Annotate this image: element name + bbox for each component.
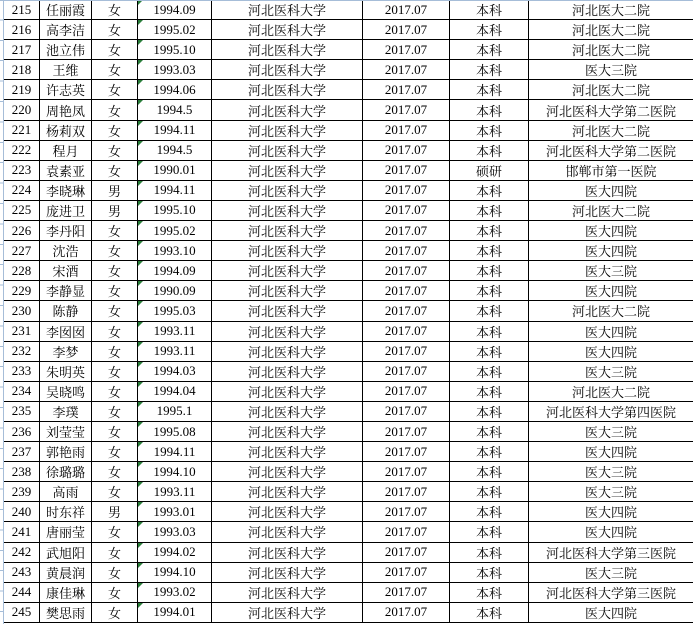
cell-birth-date[interactable]: 1993.03 [138, 522, 212, 542]
cell-hospital[interactable]: 河北医科大学第三医院 [529, 542, 693, 562]
cell-graduation-date[interactable]: 2017.07 [363, 401, 450, 421]
cell-university[interactable]: 河北医科大学 [212, 221, 363, 241]
cell-birth-date[interactable]: 1995.10 [138, 40, 212, 60]
cell-row-number[interactable]: 223 [4, 160, 40, 180]
cell-person-name[interactable]: 李晓琳 [40, 180, 92, 200]
cell-person-name[interactable]: 袁素亚 [40, 160, 92, 180]
cell-person-name[interactable]: 唐丽莹 [40, 522, 92, 542]
cell-row-number[interactable]: 244 [4, 582, 40, 602]
cell-person-name[interactable]: 李梦 [40, 341, 92, 361]
cell-hospital[interactable]: 医大三院 [529, 361, 693, 381]
table-row [4, 60, 693, 80]
cell-row-number[interactable]: 245 [4, 602, 40, 622]
cell-gender[interactable]: 女 [92, 582, 138, 602]
cell-education-level[interactable]: 本科 [450, 401, 529, 421]
cell-hospital[interactable]: 医大三院 [529, 462, 693, 482]
cell-graduation-date[interactable]: 2017.07 [363, 140, 450, 160]
cell-education-level[interactable]: 本科 [450, 482, 529, 502]
cell-gender[interactable]: 女 [92, 602, 138, 622]
table-row [4, 281, 693, 301]
cell-birth-date[interactable]: 1994.04 [138, 381, 212, 401]
cell-person-name[interactable]: 武旭阳 [40, 542, 92, 562]
cell-university[interactable]: 河北医科大学 [212, 241, 363, 261]
table-row [4, 602, 693, 622]
cell-graduation-date[interactable]: 2017.07 [363, 120, 450, 140]
cell-gender[interactable]: 女 [92, 221, 138, 241]
cell-person-name[interactable]: 康佳琳 [40, 582, 92, 602]
table-row [4, 341, 693, 361]
cell-graduation-date[interactable]: 2017.07 [363, 261, 450, 281]
cell-person-name[interactable]: 时东祥 [40, 502, 92, 522]
cell-hospital[interactable]: 河北医大二院 [529, 381, 693, 401]
cell-row-number[interactable]: 236 [4, 421, 40, 441]
cell-graduation-date[interactable]: 2017.07 [363, 301, 450, 321]
cell-graduation-date[interactable]: 2017.07 [363, 361, 450, 381]
table-row [4, 261, 693, 281]
cell-hospital[interactable]: 河北医大二院 [529, 40, 693, 60]
cell-graduation-date[interactable]: 2017.07 [363, 221, 450, 241]
cell-row-number[interactable]: 239 [4, 482, 40, 502]
cell-hospital[interactable]: 河北医科大学第四医院 [529, 401, 693, 421]
cell-gender[interactable]: 女 [92, 341, 138, 361]
table-row [4, 361, 693, 381]
cell-row-number[interactable]: 215 [4, 0, 40, 20]
cell-hospital[interactable]: 邯郸市第一医院 [529, 160, 693, 180]
cell-row-number[interactable]: 218 [4, 60, 40, 80]
cell-university[interactable]: 河北医科大学 [212, 442, 363, 462]
cell-education-level[interactable]: 本科 [450, 80, 529, 100]
table-row [4, 562, 693, 582]
cell-birth-date[interactable]: 1995.08 [138, 421, 212, 441]
cell-graduation-date[interactable]: 2017.07 [363, 502, 450, 522]
cell-gender[interactable]: 女 [92, 120, 138, 140]
cell-education-level[interactable]: 本科 [450, 241, 529, 261]
cell-gender[interactable]: 女 [92, 321, 138, 341]
cell-gender[interactable]: 女 [92, 562, 138, 582]
cell-row-number[interactable]: 222 [4, 140, 40, 160]
cell-gender[interactable]: 女 [92, 522, 138, 542]
cell-row-number[interactable]: 232 [4, 341, 40, 361]
cell-row-number[interactable]: 228 [4, 261, 40, 281]
cell-birth-date[interactable]: 1995.10 [138, 200, 212, 220]
cell-birth-date[interactable]: 1990.01 [138, 160, 212, 180]
cell-row-number[interactable]: 224 [4, 180, 40, 200]
cell-graduation-date[interactable]: 2017.07 [363, 602, 450, 622]
table-row [4, 100, 693, 120]
cell-birth-date[interactable]: 1994.09 [138, 0, 212, 20]
cell-row-number[interactable]: 226 [4, 221, 40, 241]
cell-birth-date[interactable]: 1993.11 [138, 341, 212, 361]
cell-university[interactable]: 河北医科大学 [212, 321, 363, 341]
cell-birth-date[interactable]: 1994.09 [138, 261, 212, 281]
table-row [4, 582, 693, 602]
cell-graduation-date[interactable]: 2017.07 [363, 80, 450, 100]
table-row [4, 241, 693, 261]
cell-graduation-date[interactable]: 2017.07 [363, 200, 450, 220]
cell-gender[interactable]: 男 [92, 200, 138, 220]
cell-birth-date[interactable]: 1994.11 [138, 120, 212, 140]
cell-birth-date[interactable]: 1993.02 [138, 582, 212, 602]
table-row [4, 140, 693, 160]
cell-hospital[interactable]: 河北医大二院 [529, 20, 693, 40]
cell-hospital[interactable]: 医大四院 [529, 241, 693, 261]
table-row [4, 522, 693, 542]
table-row [4, 442, 693, 462]
cell-gender[interactable]: 女 [92, 20, 138, 40]
cell-university[interactable]: 河北医科大学 [212, 160, 363, 180]
cell-birth-date[interactable]: 1994.5 [138, 100, 212, 120]
cell-graduation-date[interactable]: 2017.07 [363, 381, 450, 401]
cell-row-number[interactable]: 240 [4, 502, 40, 522]
cell-person-name[interactable]: 许志英 [40, 80, 92, 100]
table-row [4, 462, 693, 482]
cell-gender[interactable]: 男 [92, 180, 138, 200]
cell-graduation-date[interactable]: 2017.07 [363, 160, 450, 180]
cell-university[interactable]: 河北医科大学 [212, 261, 363, 281]
cell-gender[interactable]: 女 [92, 261, 138, 281]
cell-graduation-date[interactable]: 2017.07 [363, 0, 450, 20]
cell-person-name[interactable]: 周艳凤 [40, 100, 92, 120]
cell-university[interactable]: 河北医科大学 [212, 482, 363, 502]
table-row [4, 40, 693, 60]
cell-education-level[interactable]: 本科 [450, 261, 529, 281]
cell-university[interactable]: 河北医科大学 [212, 522, 363, 542]
cell-education-level[interactable]: 本科 [450, 60, 529, 80]
cell-row-number[interactable]: 235 [4, 401, 40, 421]
cell-education-level[interactable]: 本科 [450, 321, 529, 341]
cell-row-number[interactable]: 234 [4, 381, 40, 401]
cell-person-name[interactable]: 刘莹莹 [40, 421, 92, 441]
cell-row-number[interactable]: 227 [4, 241, 40, 261]
cell-person-name[interactable]: 樊思雨 [40, 602, 92, 622]
cell-gender[interactable]: 女 [92, 361, 138, 381]
cell-hospital[interactable]: 医大四院 [529, 321, 693, 341]
personnel-roster-table [4, 0, 693, 623]
cell-graduation-date[interactable]: 2017.07 [363, 40, 450, 60]
cell-university[interactable]: 河北医科大学 [212, 100, 363, 120]
cell-row-number[interactable]: 242 [4, 542, 40, 562]
table-row [4, 421, 693, 441]
cell-university[interactable]: 河北医科大学 [212, 341, 363, 361]
cell-person-name[interactable]: 李丹阳 [40, 221, 92, 241]
cell-gender[interactable]: 女 [92, 381, 138, 401]
cell-graduation-date[interactable]: 2017.07 [363, 100, 450, 120]
cell-birth-date[interactable]: 1994.11 [138, 180, 212, 200]
cell-person-name[interactable]: 李囡囡 [40, 321, 92, 341]
cell-education-level[interactable]: 硕研 [450, 160, 529, 180]
cell-row-number[interactable]: 233 [4, 361, 40, 381]
cell-birth-date[interactable]: 1995.02 [138, 20, 212, 40]
cell-row-number[interactable]: 217 [4, 40, 40, 60]
table-body [4, 0, 693, 623]
cell-hospital[interactable]: 医大三院 [529, 261, 693, 281]
cell-person-name[interactable]: 郭艳雨 [40, 442, 92, 462]
cell-hospital[interactable]: 医大四院 [529, 602, 693, 622]
cell-birth-date[interactable]: 1994.5 [138, 140, 212, 160]
cell-graduation-date[interactable]: 2017.07 [363, 20, 450, 40]
cell-row-number[interactable]: 229 [4, 281, 40, 301]
sheet-left-gridline [0, 0, 4, 624]
cell-university[interactable]: 河北医科大学 [212, 381, 363, 401]
cell-education-level[interactable]: 本科 [450, 120, 529, 140]
cell-person-name[interactable]: 朱明英 [40, 361, 92, 381]
cell-hospital[interactable]: 医大四院 [529, 221, 693, 241]
cell-gender[interactable]: 女 [92, 421, 138, 441]
cell-row-number[interactable]: 225 [4, 200, 40, 220]
cell-education-level[interactable]: 本科 [450, 542, 529, 562]
cell-person-name[interactable]: 陈静 [40, 301, 92, 321]
cell-education-level[interactable]: 本科 [450, 180, 529, 200]
cell-graduation-date[interactable]: 2017.07 [363, 542, 450, 562]
cell-university[interactable]: 河北医科大学 [212, 361, 363, 381]
cell-university[interactable]: 河北医科大学 [212, 0, 363, 20]
cell-graduation-date[interactable]: 2017.07 [363, 582, 450, 602]
cell-graduation-date[interactable]: 2017.07 [363, 241, 450, 261]
cell-graduation-date[interactable]: 2017.07 [363, 180, 450, 200]
cell-education-level[interactable]: 本科 [450, 341, 529, 361]
cell-education-level[interactable]: 本科 [450, 100, 529, 120]
cell-university[interactable]: 河北医科大学 [212, 200, 363, 220]
cell-gender[interactable]: 女 [92, 542, 138, 562]
cell-university[interactable]: 河北医科大学 [212, 502, 363, 522]
cell-person-name[interactable]: 程月 [40, 140, 92, 160]
cell-birth-date[interactable]: 1995.02 [138, 221, 212, 241]
cell-gender[interactable]: 女 [92, 160, 138, 180]
cell-gender[interactable]: 女 [92, 140, 138, 160]
cell-university[interactable]: 河北医科大学 [212, 401, 363, 421]
table-row [4, 221, 693, 241]
cell-education-level[interactable]: 本科 [450, 0, 529, 20]
cell-person-name[interactable]: 任丽霞 [40, 0, 92, 20]
cell-graduation-date[interactable]: 2017.07 [363, 562, 450, 582]
cell-person-name[interactable]: 徐璐璐 [40, 462, 92, 482]
cell-hospital[interactable]: 河北医大二院 [529, 80, 693, 100]
cell-university[interactable]: 河北医科大学 [212, 421, 363, 441]
cell-university[interactable]: 河北医科大学 [212, 301, 363, 321]
cell-birth-date[interactable]: 1995.1 [138, 401, 212, 421]
cell-education-level[interactable]: 本科 [450, 562, 529, 582]
cell-education-level[interactable]: 本科 [450, 602, 529, 622]
cell-graduation-date[interactable]: 2017.07 [363, 482, 450, 502]
cell-education-level[interactable]: 本科 [450, 301, 529, 321]
cell-row-number[interactable]: 243 [4, 562, 40, 582]
cell-university[interactable]: 河北医科大学 [212, 462, 363, 482]
table-row [4, 200, 693, 220]
cell-row-number[interactable]: 220 [4, 100, 40, 120]
cell-hospital[interactable]: 医大三院 [529, 482, 693, 502]
table-row [4, 160, 693, 180]
table-row [4, 482, 693, 502]
cell-birth-date[interactable]: 1994.10 [138, 562, 212, 582]
cell-education-level[interactable]: 本科 [450, 442, 529, 462]
cell-gender[interactable]: 女 [92, 301, 138, 321]
cell-university[interactable]: 河北医科大学 [212, 562, 363, 582]
cell-education-level[interactable]: 本科 [450, 462, 529, 482]
cell-hospital[interactable]: 医大四院 [529, 442, 693, 462]
cell-education-level[interactable]: 本科 [450, 200, 529, 220]
cell-person-name[interactable]: 李璞 [40, 401, 92, 421]
cell-hospital[interactable]: 医大四院 [529, 502, 693, 522]
cell-person-name[interactable]: 池立伟 [40, 40, 92, 60]
cell-gender[interactable]: 女 [92, 281, 138, 301]
cell-gender[interactable]: 女 [92, 40, 138, 60]
cell-gender[interactable]: 女 [92, 80, 138, 100]
cell-hospital[interactable]: 医大三院 [529, 60, 693, 80]
cell-person-name[interactable]: 黄晨润 [40, 562, 92, 582]
cell-education-level[interactable]: 本科 [450, 381, 529, 401]
cell-graduation-date[interactable]: 2017.07 [363, 60, 450, 80]
cell-university[interactable]: 河北医科大学 [212, 60, 363, 80]
cell-row-number[interactable]: 238 [4, 462, 40, 482]
cell-university[interactable]: 河北医科大学 [212, 582, 363, 602]
cell-education-level[interactable]: 本科 [450, 221, 529, 241]
cell-education-level[interactable]: 本科 [450, 281, 529, 301]
cell-education-level[interactable]: 本科 [450, 522, 529, 542]
cell-gender[interactable]: 男 [92, 502, 138, 522]
cell-birth-date[interactable]: 1994.11 [138, 442, 212, 462]
cell-hospital[interactable]: 河北医科大学第二医院 [529, 140, 693, 160]
cell-hospital[interactable]: 医大四院 [529, 281, 693, 301]
cell-graduation-date[interactable]: 2017.07 [363, 462, 450, 482]
cell-university[interactable]: 河北医科大学 [212, 40, 363, 60]
table-row [4, 80, 693, 100]
cell-birth-date[interactable]: 1995.03 [138, 301, 212, 321]
cell-hospital[interactable]: 医大三院 [529, 421, 693, 441]
cell-education-level[interactable]: 本科 [450, 502, 529, 522]
cell-university[interactable]: 河北医科大学 [212, 120, 363, 140]
cell-person-name[interactable]: 高雨 [40, 482, 92, 502]
cell-education-level[interactable]: 本科 [450, 20, 529, 40]
cell-hospital[interactable]: 河北医大二院 [529, 301, 693, 321]
cell-education-level[interactable]: 本科 [450, 361, 529, 381]
cell-birth-date[interactable]: 1994.06 [138, 80, 212, 100]
cell-birth-date[interactable]: 1993.03 [138, 60, 212, 80]
cell-birth-date[interactable]: 1994.01 [138, 602, 212, 622]
cell-birth-date[interactable]: 1993.10 [138, 241, 212, 261]
table-row [4, 120, 693, 140]
cell-row-number[interactable]: 230 [4, 301, 40, 321]
cell-person-name[interactable]: 王维 [40, 60, 92, 80]
cell-hospital[interactable]: 河北医科大学第二医院 [529, 100, 693, 120]
cell-hospital[interactable]: 河北医科大学第三医院 [529, 582, 693, 602]
cell-gender[interactable]: 女 [92, 401, 138, 421]
cell-gender[interactable]: 女 [92, 462, 138, 482]
cell-hospital[interactable]: 医大四院 [529, 522, 693, 542]
cell-row-number[interactable]: 219 [4, 80, 40, 100]
cell-hospital[interactable]: 医大四院 [529, 341, 693, 361]
cell-gender[interactable]: 女 [92, 241, 138, 261]
table-row [4, 542, 693, 562]
cell-education-level[interactable]: 本科 [450, 140, 529, 160]
cell-university[interactable]: 河北医科大学 [212, 140, 363, 160]
cell-person-name[interactable]: 宋酒 [40, 261, 92, 281]
cell-gender[interactable]: 女 [92, 60, 138, 80]
table-row [4, 180, 693, 200]
cell-graduation-date[interactable]: 2017.07 [363, 281, 450, 301]
cell-graduation-date[interactable]: 2017.07 [363, 321, 450, 341]
cell-hospital[interactable]: 河北医大二院 [529, 0, 693, 20]
cell-gender[interactable]: 女 [92, 100, 138, 120]
cell-gender[interactable]: 女 [92, 0, 138, 20]
cell-person-name[interactable]: 高李洁 [40, 20, 92, 40]
cell-birth-date[interactable]: 1994.02 [138, 542, 212, 562]
cell-graduation-date[interactable]: 2017.07 [363, 421, 450, 441]
cell-row-number[interactable]: 221 [4, 120, 40, 140]
cell-education-level[interactable]: 本科 [450, 582, 529, 602]
cell-graduation-date[interactable]: 2017.07 [363, 442, 450, 462]
table-row [4, 0, 693, 20]
table-row [4, 381, 693, 401]
cell-education-level[interactable]: 本科 [450, 421, 529, 441]
cell-gender[interactable]: 女 [92, 442, 138, 462]
cell-birth-date[interactable]: 1994.03 [138, 361, 212, 381]
cell-birth-date[interactable]: 1993.11 [138, 321, 212, 341]
cell-graduation-date[interactable]: 2017.07 [363, 341, 450, 361]
cell-gender[interactable]: 女 [92, 482, 138, 502]
cell-person-name[interactable]: 杨莉双 [40, 120, 92, 140]
cell-university[interactable]: 河北医科大学 [212, 281, 363, 301]
cell-university[interactable]: 河北医科大学 [212, 20, 363, 40]
cell-row-number[interactable]: 241 [4, 522, 40, 542]
cell-person-name[interactable]: 庞进卫 [40, 200, 92, 220]
table-row [4, 321, 693, 341]
cell-hospital[interactable]: 河北医大二院 [529, 200, 693, 220]
cell-row-number[interactable]: 231 [4, 321, 40, 341]
cell-person-name[interactable]: 吴晓鸣 [40, 381, 92, 401]
cell-person-name[interactable]: 沈浩 [40, 241, 92, 261]
cell-hospital[interactable]: 医大四院 [529, 180, 693, 200]
cell-person-name[interactable]: 李静显 [40, 281, 92, 301]
table-row [4, 502, 693, 522]
cell-university[interactable]: 河北医科大学 [212, 80, 363, 100]
cell-birth-date[interactable]: 1993.01 [138, 502, 212, 522]
table-row [4, 20, 693, 40]
cell-graduation-date[interactable]: 2017.07 [363, 522, 450, 542]
cell-hospital[interactable]: 河北医大二院 [529, 120, 693, 140]
cell-row-number[interactable]: 237 [4, 442, 40, 462]
cell-row-number[interactable]: 216 [4, 20, 40, 40]
cell-hospital[interactable]: 医大三院 [529, 562, 693, 582]
table-row [4, 401, 693, 421]
cell-education-level[interactable]: 本科 [450, 40, 529, 60]
cell-university[interactable]: 河北医科大学 [212, 180, 363, 200]
table-row [4, 301, 693, 321]
cell-university[interactable]: 河北医科大学 [212, 542, 363, 562]
cell-birth-date[interactable]: 1994.10 [138, 462, 212, 482]
cell-birth-date[interactable]: 1990.09 [138, 281, 212, 301]
cell-university[interactable]: 河北医科大学 [212, 602, 363, 622]
cell-birth-date[interactable]: 1993.11 [138, 482, 212, 502]
